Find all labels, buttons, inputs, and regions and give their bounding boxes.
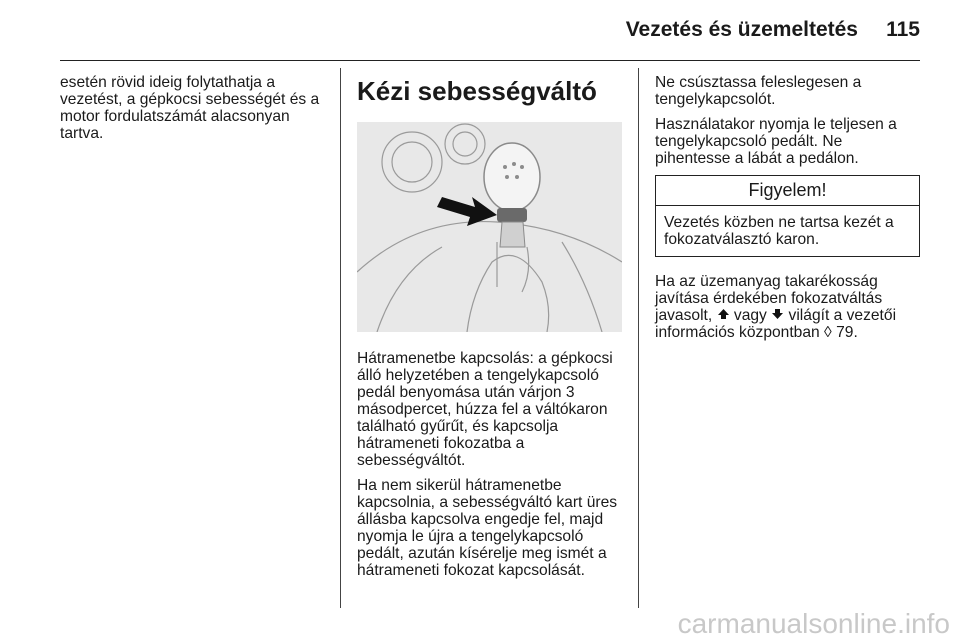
watermark: carmanualsonline.info xyxy=(677,608,950,639)
paragraph: esetén rövid ideig folytathatja a vezetést, a gépkocsi sebességét és a motor fordulatszámát alacsonyan tartva. xyxy=(60,74,320,142)
column-3 xyxy=(655,74,920,349)
text-span: vagy xyxy=(733,307,767,324)
page-number: 115 xyxy=(886,18,920,41)
text-span: világít a vezetői információs központban xyxy=(655,307,897,341)
shift-down-icon xyxy=(771,308,784,320)
shift-up-icon xyxy=(717,308,730,320)
page-header xyxy=(60,18,920,48)
gear-lever-illustration xyxy=(357,122,622,332)
section-title: Kézi sebességváltó xyxy=(357,76,597,106)
warning-body: Vezetés közben ne tartsa kezét a fokozatválasztó karon. xyxy=(664,214,894,248)
page-reference-icon: ◊ xyxy=(824,324,832,341)
header-rule xyxy=(60,60,920,61)
column-1 xyxy=(60,74,330,150)
paragraph: Hátramenetbe kapcsolás: a gépkocsi álló helyzetében a tengelykapcsoló pedál benyomása után várjon 3 másodpercet, húzza fel a váltókaron található gyűrűt, és kapcsolja hátrameneti fokozatba a sebességváltót. xyxy=(357,350,613,469)
page-title: Vezetés és üzemeltetés xyxy=(625,18,858,41)
text-span: Ha az üzemanyag takarékosság javítása érdekében fokozatváltás javasolt, xyxy=(655,273,883,324)
warning-title: Figyelem! xyxy=(656,176,919,206)
page-reference[interactable]: 79. xyxy=(836,324,858,341)
column-divider-1 xyxy=(340,68,341,608)
column-2 xyxy=(357,74,627,587)
paragraph: Ha nem sikerül hátramenetbe kapcsolnia, a sebességváltó kart üres állásba kapcsolva engedje fel, majd nyomja le újra a tengelykapcsoló pedált, azután kísérelje meg ismét a hátrameneti fokozat kapcsolását. xyxy=(357,477,618,579)
gear-lever-drawing xyxy=(357,122,622,332)
paragraph: Ne csúsztassa feleslegesen a tengelykapcsolót. xyxy=(655,74,862,108)
paragraph xyxy=(655,273,920,341)
paragraph: Használatakor nyomja le teljesen a tengelykapcsoló pedált. Ne pihentesse a lábát a pedálon. xyxy=(655,116,897,167)
column-divider-2 xyxy=(638,68,639,608)
warning-box xyxy=(655,175,920,257)
